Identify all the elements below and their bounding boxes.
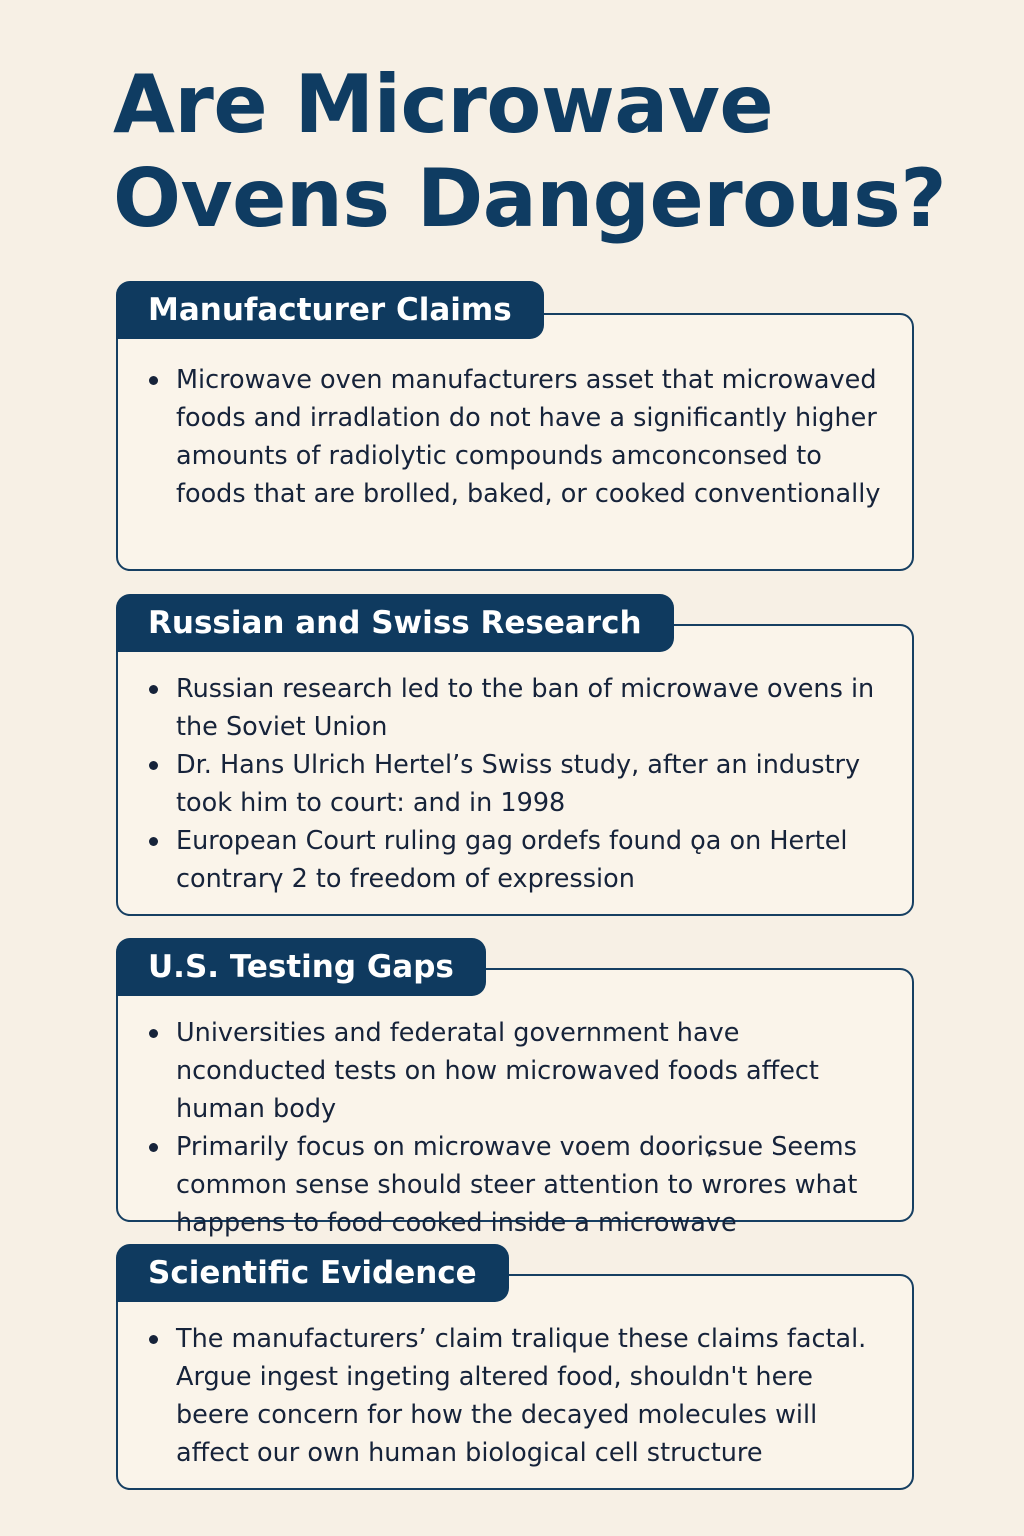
bullet-item: Russian research led to the ban of microwave ovens in the Soviet Union	[148, 670, 882, 746]
section-box	[116, 624, 914, 916]
bullet-list	[148, 1014, 882, 1242]
bullet-list	[148, 361, 882, 513]
section-box	[116, 313, 914, 571]
bullet-list	[148, 1320, 882, 1472]
bullet-item: European Court ruling gag ordefs found ǫa on Hertel contrarγ 2 to freedom of expression	[148, 822, 882, 898]
page-title: Are Microwave Ovens Dangerous?	[113, 58, 947, 245]
section-heading: Scientific Evidence	[116, 1244, 509, 1302]
section-heading: U.S. Testing Gaps	[116, 938, 486, 996]
section-heading: Russian and Swiss Research	[116, 594, 674, 652]
section-heading: Manufacturer Claims	[116, 281, 544, 339]
bullet-item: Primarily focus on microwave voem dooriɕsue Seems common sense should steer attention to wrores what happens to food cooked inside a microwave	[148, 1128, 882, 1242]
bullet-item: Dr. Hans Ulrich Hertel’s Swiss study, after an industry took him to court: and in 1998	[148, 746, 882, 822]
section-box	[116, 968, 914, 1238]
section-manufacturer-claims	[116, 281, 914, 571]
section-scientific-evidence	[116, 1244, 914, 1490]
bullet-item: Microwave oven manufacturers asset that microwaved foods and irradlation do not have a significantly higher amounts of radiolytic compounds amconconsed to foods that are brolled, baked, or cooked conventionally	[148, 361, 882, 513]
bullet-item: Universities and federatal government have nconducted tests on how microwaved foods affect human body	[148, 1014, 882, 1128]
bullet-item: The manufacturers’ claim tralique these claims factal. Argue ingest ingeting altered food, shouldn't here beere concern for how the decayed molecules will affect our own human biological cell structure	[148, 1320, 882, 1472]
section-us-testing-gaps	[116, 938, 914, 1238]
section-russian-swiss-research	[116, 594, 914, 916]
bullet-list	[148, 670, 882, 898]
section-box	[116, 1274, 914, 1490]
